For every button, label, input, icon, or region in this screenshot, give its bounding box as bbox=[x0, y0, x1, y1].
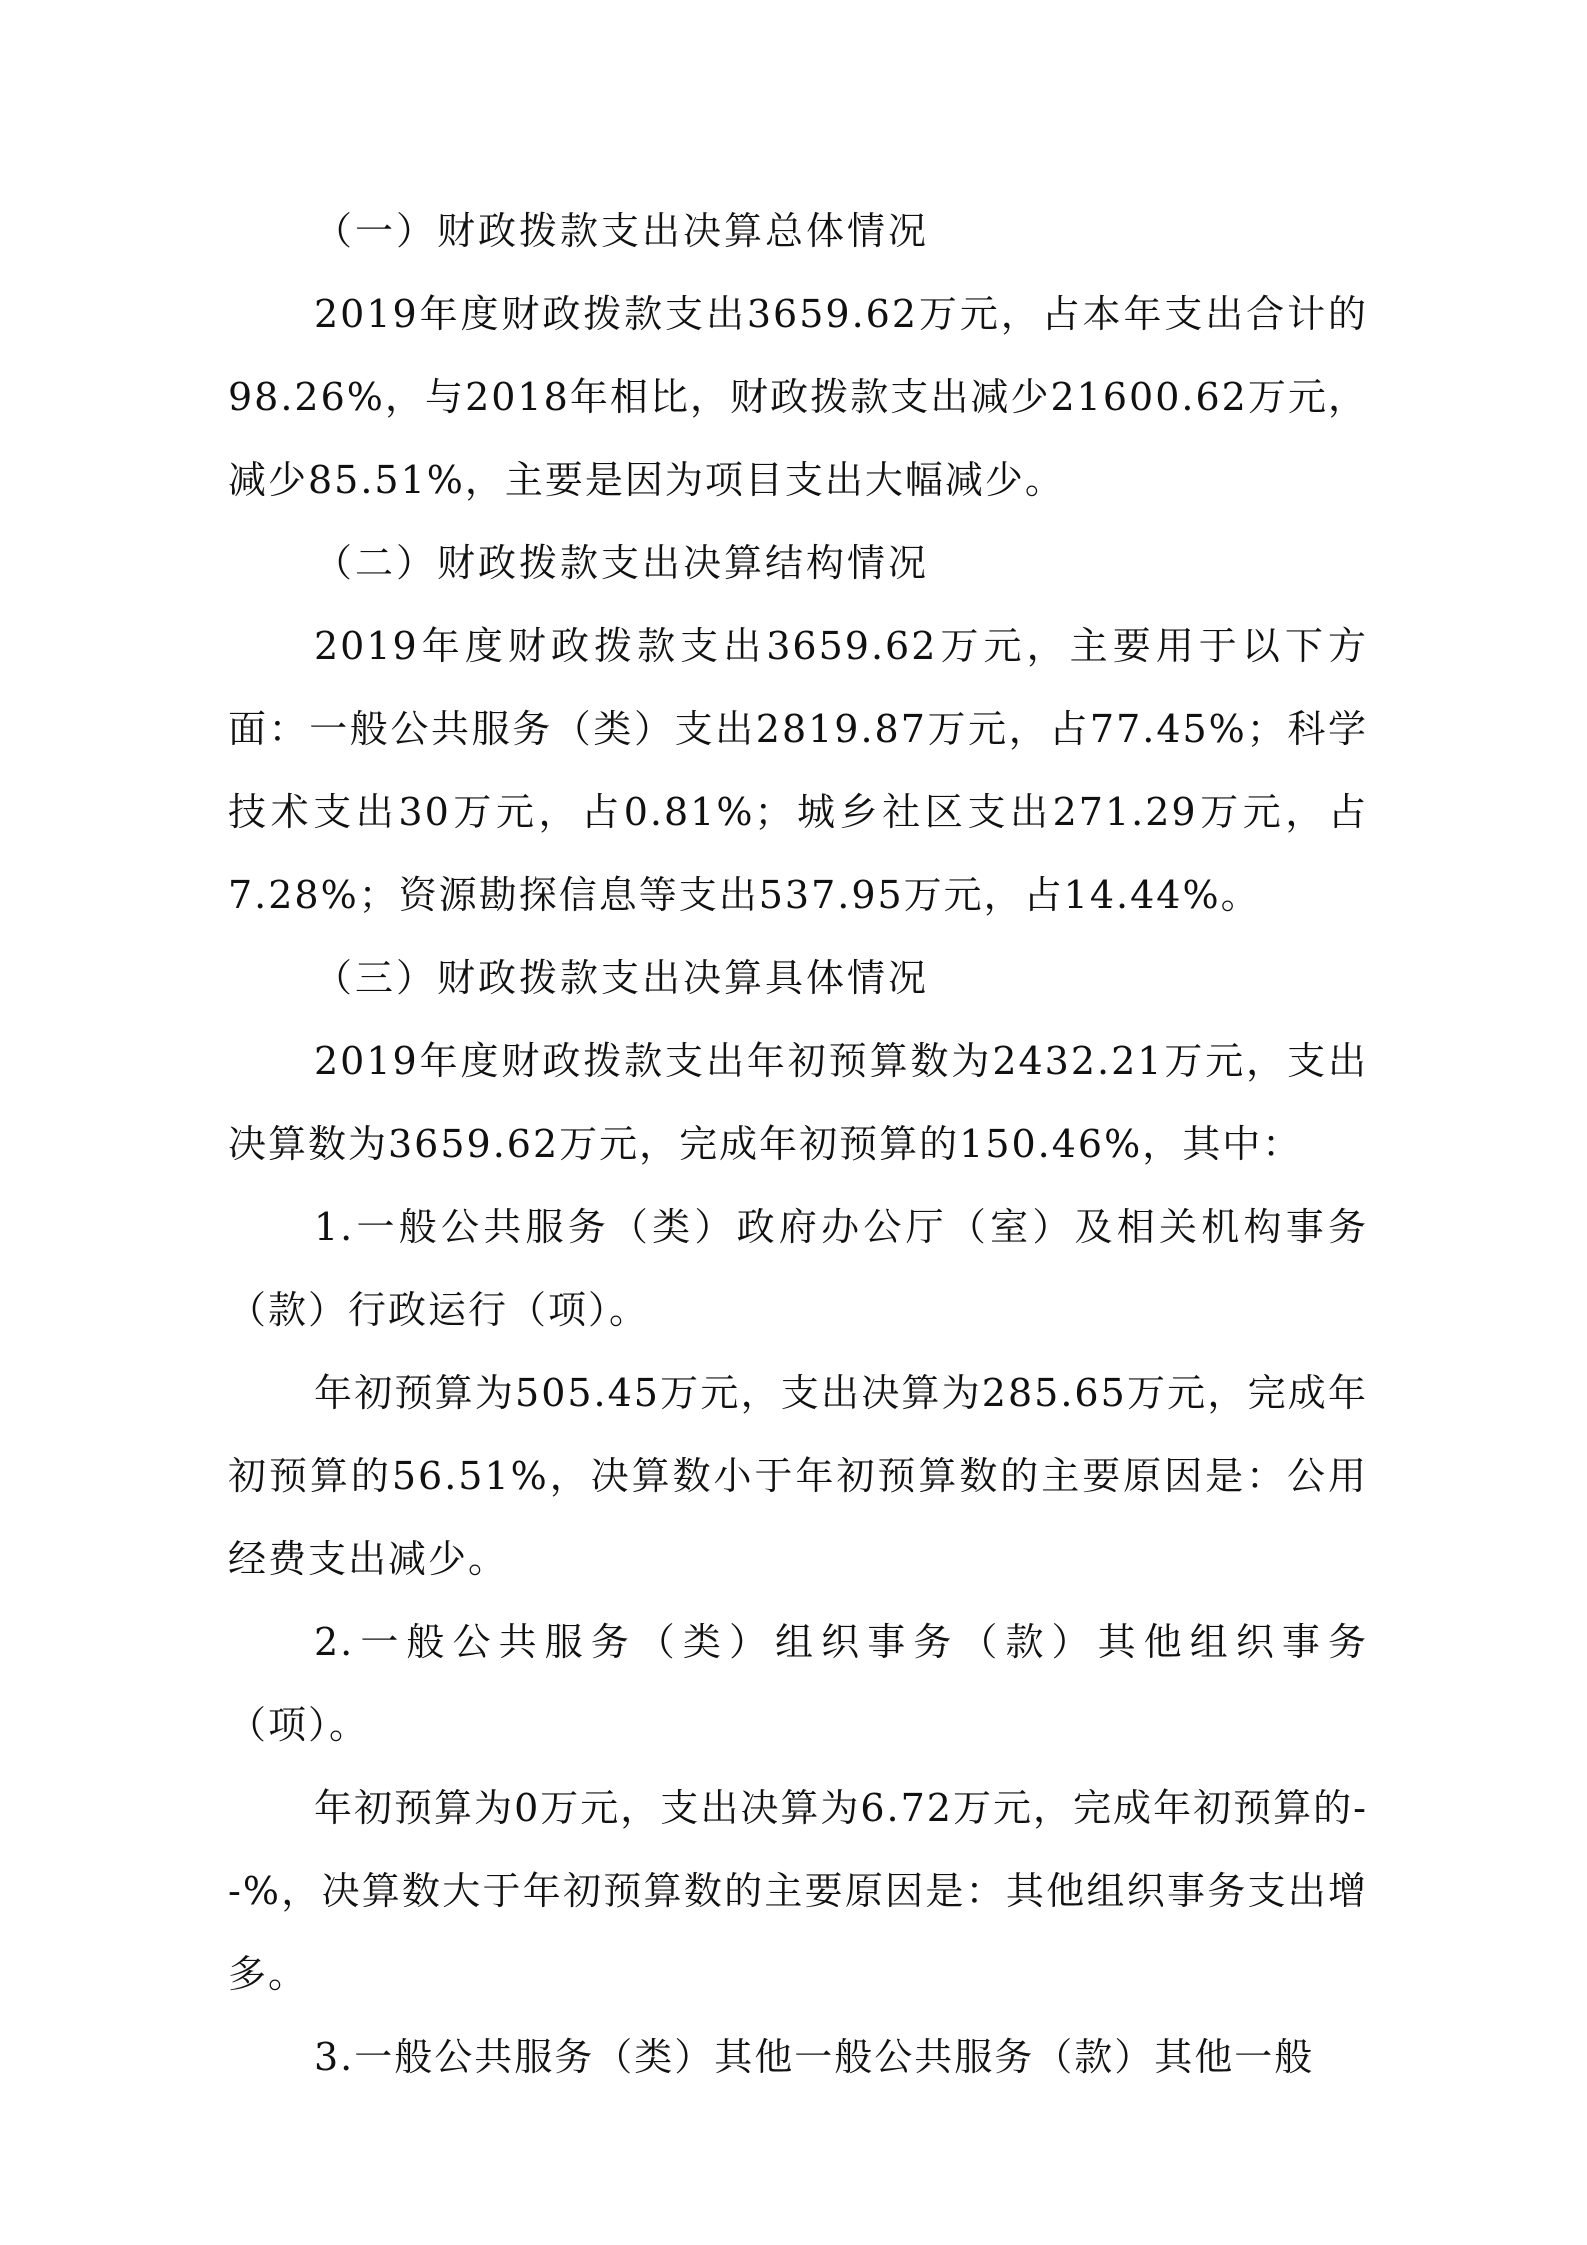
paragraph-specific-intro: 2019年度财政拨款支出年初预算数为2432.21万元，支出决算数为3659.62万元，完成年初预算的150.46%，其中： bbox=[228, 1039, 1368, 1166]
paragraph-item-2-title: 2.一般公共服务（类）组织事务（款）其他组织事务（项）。 bbox=[228, 1620, 1368, 1747]
paragraph-item-2-detail: 年初预算为0万元，支出决算为6.72万元，完成年初预算的--%，决算数大于年初预算数的主要原因是：其他组织事务支出增多。 bbox=[228, 1786, 1368, 1996]
paragraph-total-expenditure: 2019年度财政拨款支出3659.62万元，占本年支出合计的98.26%，与2018年相比，财政拨款支出减少21600.62万元，减少85.51%，主要是因为项目支出大幅减少。 bbox=[228, 292, 1368, 502]
document-body bbox=[228, 190, 1368, 2099]
paragraph-item-1-title: 1.一般公共服务（类）政府办公厅（室）及相关机构事务（款）行政运行（项）。 bbox=[228, 1205, 1368, 1332]
section-heading-3: （三）财政拨款支出决算具体情况 bbox=[314, 956, 930, 1000]
section-heading-2: （二）财政拨款支出决算结构情况 bbox=[314, 541, 930, 585]
paragraph-expenditure-structure: 2019年度财政拨款支出3659.62万元，主要用于以下方面：一般公共服务（类）支出2819.87万元，占77.45%；科学技术支出30万元，占0.81%；城乡社区支出271.29万元，占7.28%；资源勘探信息等支出537.95万元，占14.44%。 bbox=[228, 624, 1368, 917]
section-heading-1: （一）财政拨款支出决算总体情况 bbox=[314, 209, 930, 253]
paragraph-item-3-title: 3.一般公共服务（类）其他一般公共服务（款）其他一般 bbox=[314, 2035, 1315, 2079]
paragraph-item-1-detail: 年初预算为505.45万元，支出决算为285.65万元，完成年初预算的56.51%，决算数小于年初预算数的主要原因是：公用经费支出减少。 bbox=[228, 1371, 1368, 1581]
